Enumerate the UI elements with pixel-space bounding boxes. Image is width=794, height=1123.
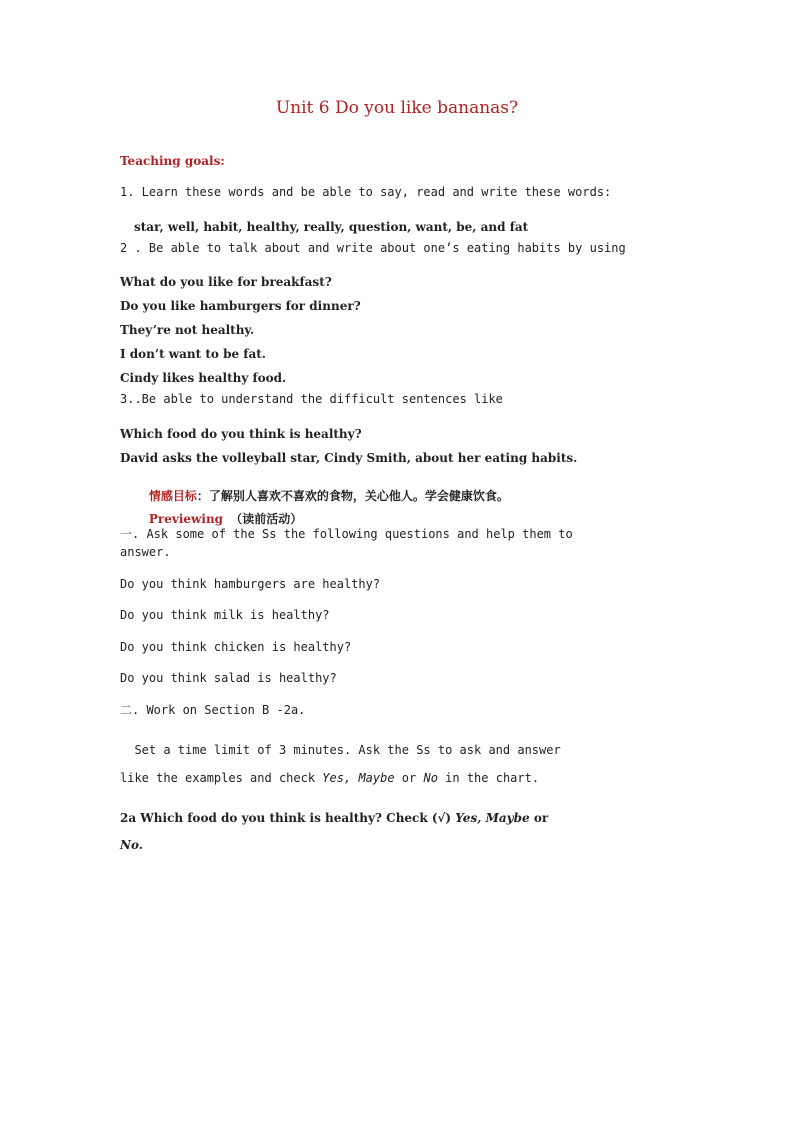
step-2-text: like the examples and check [120, 771, 323, 785]
step-2-text-end: in the chart. [437, 771, 540, 785]
goal-2-sentence: What do you like for breakfast? [120, 275, 332, 289]
goal-1-words: star, well, habit, healthy, really, question, want, be, and fat [134, 220, 529, 234]
teaching-goals-heading: Teaching goals: [120, 154, 225, 168]
maybe-text: Maybe [485, 811, 530, 825]
maybe-text: Maybe [358, 771, 395, 785]
step-1-line: answer. [120, 545, 171, 559]
preview-question: Do you think chicken is healthy? [120, 640, 352, 654]
yes-text: Yes, [322, 771, 352, 785]
goal-2: 2 . Be able to talk about and write about one’s eating habits by using [120, 241, 626, 255]
goal-2-sentence: Do you like hamburgers for dinner? [120, 299, 361, 313]
goal-3-sentence: Which food do you think is healthy? [120, 427, 362, 441]
preview-question: Do you think hamburgers are healthy? [120, 577, 381, 591]
previewing-label: Previewing [148, 512, 224, 526]
step-2-heading: 二. Work on Section B -2a. [120, 703, 306, 717]
or-text: or [533, 811, 549, 825]
goal-1: 1. Learn these words and be able to say, read and write these words: [120, 185, 612, 199]
yes-text: Yes, [455, 811, 482, 825]
goal-2-sentence: Cindy likes healthy food. [120, 371, 287, 385]
emotion-goal-label: 情感目标 [148, 489, 197, 503]
step-2-line [120, 770, 539, 786]
task-2a-text: 2a Which food do you think is healthy? Check (√) [120, 811, 456, 825]
preview-question: Do you think salad is healthy? [120, 671, 337, 685]
goal-2-sentence: They’re not healthy. [120, 323, 255, 337]
goal-3: 3..Be able to understand the difficult sentences like [120, 392, 503, 406]
no-text: No [423, 771, 438, 785]
step-1-line: 一. Ask some of the Ss the following questions and help them to [120, 527, 573, 541]
or-text: or [401, 771, 417, 785]
preview-question: Do you think milk is healthy? [120, 608, 330, 622]
previewing-zh: （读前活动） [230, 512, 303, 526]
goal-2-sentence: I don’t want to be fat. [120, 347, 266, 361]
emotion-goal-text: ：了解别人喜欢不喜欢的食物，关心他人。学会健康饮食。 [196, 489, 509, 503]
task-2a-end: No. [120, 838, 143, 852]
goal-3-sentence: David asks the volleyball star, Cindy Smith, about her eating habits. [120, 451, 578, 465]
step-2-line: Set a time limit of 3 minutes. Ask the Ss to ask and answer [120, 743, 561, 757]
task-2a [120, 810, 548, 826]
page-title: Unit 6 Do you like bananas? [275, 98, 519, 118]
